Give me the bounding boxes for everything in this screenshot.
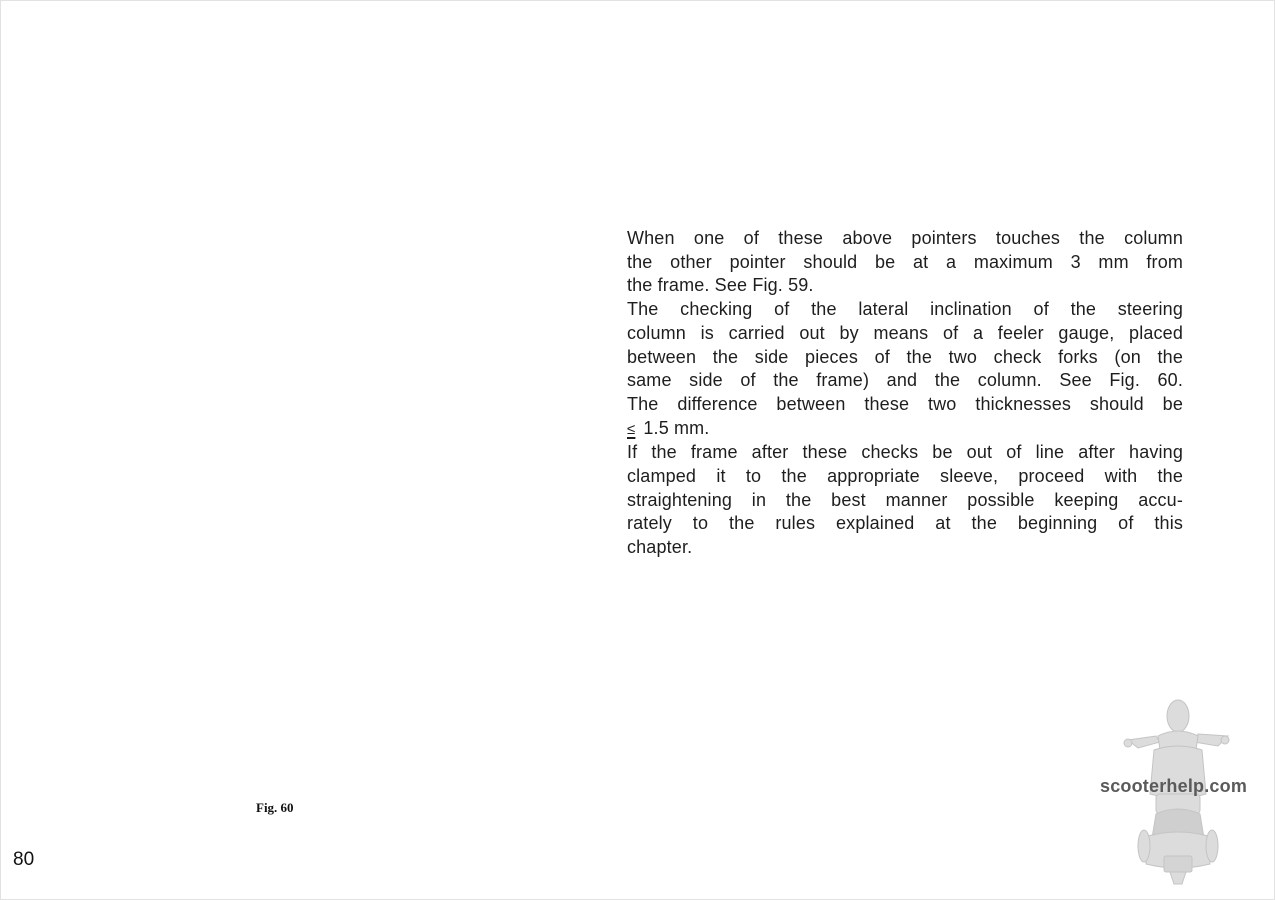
text-line: chapter.	[627, 537, 693, 558]
text-line: between the side pieces of the two check forks (on the	[627, 346, 1183, 367]
body-text	[627, 227, 1183, 560]
text-line: straightening in the best manner possible keeping accu-	[627, 489, 1183, 510]
text-line-with-symbol	[627, 417, 1183, 442]
watermark-text: scooterhelp.com	[1100, 776, 1248, 796]
text-line: clamped it to the appropriate sleeve, proceed with the	[627, 466, 1183, 487]
page-number: 80	[13, 849, 35, 870]
figure-caption: Fig. 60	[256, 800, 294, 815]
text-line: column is carried out by means of a feeler gauge, placed	[627, 322, 1183, 343]
text-line: 1.5 mm.	[643, 417, 710, 438]
text-line: same side of the frame) and the column. See Fig. 60.	[627, 370, 1183, 391]
scooterhelp-watermark	[1098, 696, 1268, 892]
text-line: the frame. See Fig. 59.	[627, 275, 814, 296]
text-line: If the frame after these checks be out of line after having	[627, 442, 1183, 463]
text-line: The difference between these two thicknesses should be	[627, 393, 1183, 414]
text-line: rately to the rules explained at the beginning of this	[627, 513, 1183, 534]
text-line: When one of these above pointers touches the column	[627, 228, 1183, 248]
text-line: The checking of the lateral inclination of the steering	[627, 299, 1183, 320]
less-or-equal-symbol: ≤	[627, 420, 636, 438]
text-line: the other pointer should be at a maximum 3 mm from	[627, 251, 1183, 272]
